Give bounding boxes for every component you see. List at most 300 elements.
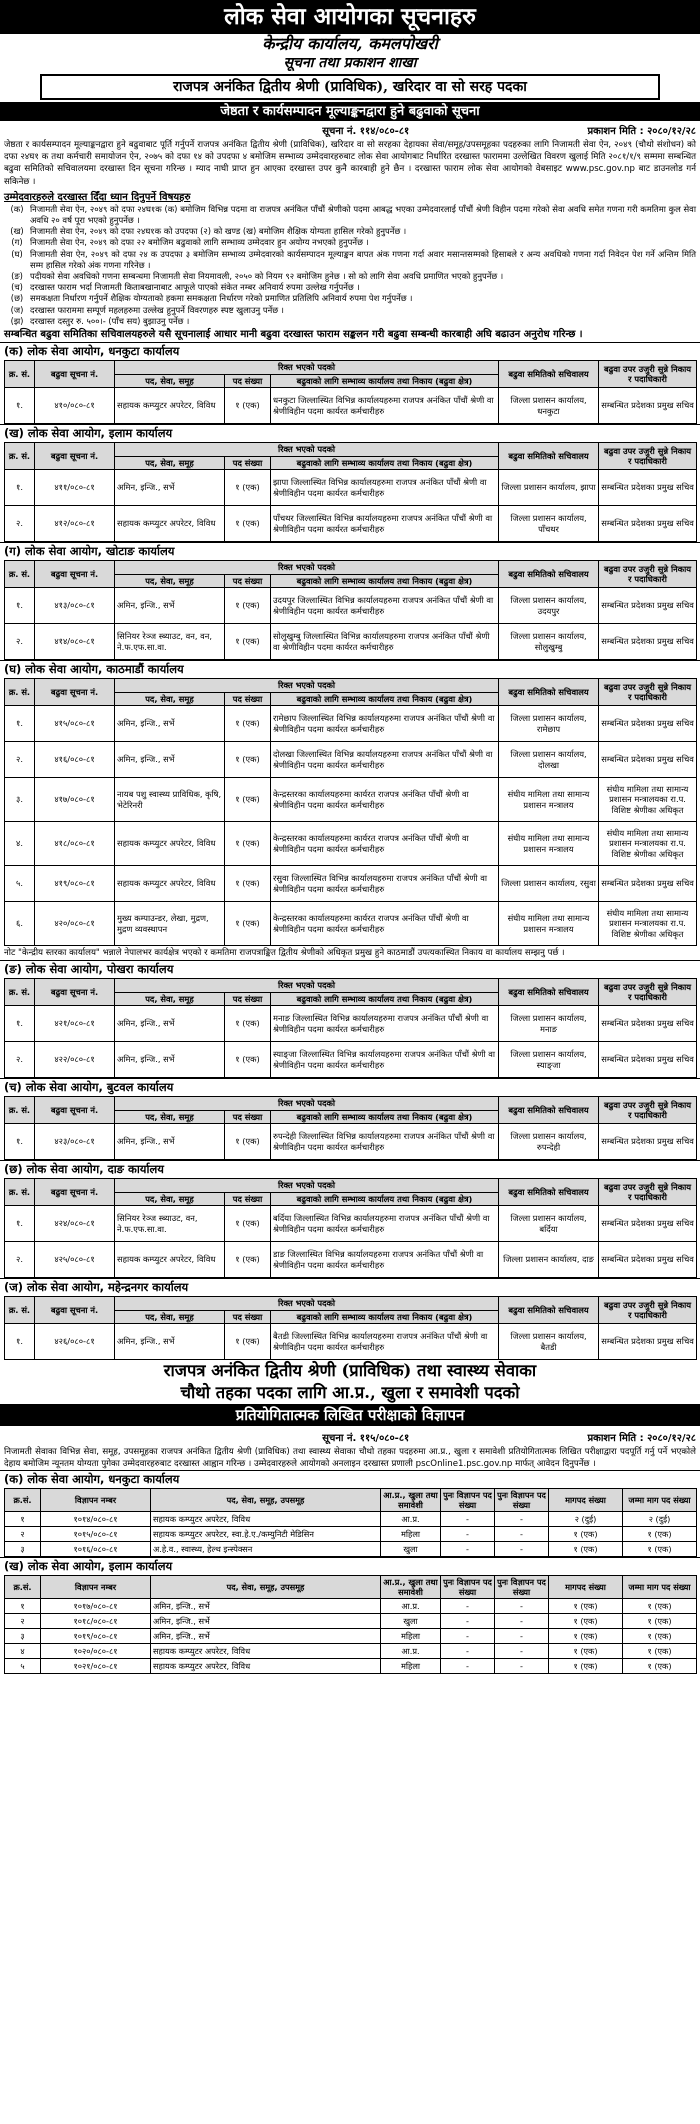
cell-area: धनकुटा जिल्लास्थित विभिन्न कार्यालयहरुमा राजपत्र अनंकित पाँचौं श्रेणी वा श्रेणीविहीन पदमा कार्यरत कर्मचारीहरु: [271, 388, 499, 424]
cell-post: अमिन, इन्जि., सर्भे: [115, 1324, 225, 1360]
note-key: (छ): [10, 293, 24, 304]
cell-secretariat: जिल्ला प्रशासन कार्यालय, रुपन्देही: [499, 1124, 599, 1160]
cell-sn: १.: [5, 1206, 35, 1242]
cell-post: अमिन, इन्जि., सर्भे: [115, 706, 225, 742]
table-row: [5, 470, 697, 506]
col-secretariat: बढुवा समितिको सचिवालय: [499, 1297, 599, 1324]
col-area: बढुवाको लागि सम्भाव्य कार्यालय तथा निकाय (बढुवा क्षेत्र): [271, 374, 499, 388]
cell-sn: ४.: [5, 822, 35, 866]
cell-area: रामेछाप जिल्लास्थित विभिन्न कार्यालयहरुमा राजपत्र अनंकित पाँचौं श्रेणी वा श्रेणीविहीन पदमा कार्यरत कर्मचारीहरु: [271, 706, 499, 742]
ad-cell-type: महिला: [381, 1659, 441, 1674]
ad-cell-post: अमिन, इन्जि., सर्भे: [151, 1599, 381, 1614]
table-row: [5, 822, 697, 866]
note-text: पदीयको सेवा अवधिको गणना सम्बन्धमा निजामती सेवा नियमावली, २०५० को नियम ९२ बमोजिम हुनेछ । सो को लागि सेवा अवधि प्रमाणित भएको हुनुपर्नेछ ।: [30, 271, 504, 282]
cell-post: सहायक कम्प्युटर अपरेटर, विविध: [115, 822, 225, 866]
note-item: [0, 293, 700, 304]
ad-cell-demand: २ (दुई): [549, 1512, 623, 1527]
note-text: समकक्षता निर्धारण गर्नुपर्ने शैक्षिक योग्यताको हकमा समकक्षता निर्धारण गरेको प्रमाणित प्रतिलिपि अनिवार्य रुपमा पेश गर्नुपर्नेछ ।: [30, 293, 413, 304]
col-count: पद संख्या: [225, 692, 271, 706]
col-post: पद, सेवा, समूह: [115, 1110, 225, 1124]
table-row: [5, 778, 697, 822]
cell-sn: १.: [5, 1324, 35, 1360]
ad-cell-total: १ (एक): [623, 1659, 697, 1674]
ad-cell-no: १०१७/०८०-८१: [41, 1599, 151, 1614]
cell-sn: १.: [5, 588, 35, 624]
cell-count: १ (एक): [225, 706, 271, 742]
col-notice-no: बढुवा सूचना नं.: [35, 679, 115, 706]
col-area: बढुवाको लागि सम्भाव्य कार्यालय तथा निकाय (बढुवा क्षेत्र): [271, 692, 499, 706]
col-post: पद, सेवा, समूह: [115, 374, 225, 388]
col-secretariat: बढुवा समितिको सचिवालय: [499, 561, 599, 588]
cell-sn: १.: [5, 706, 35, 742]
col-post: पद, सेवा, समूह: [115, 692, 225, 706]
cell-secretariat: जिल्ला प्रशासन कार्यालय, रामेछाप: [499, 706, 599, 742]
ad-section-title: (क) लोक सेवा आयोग, धनकुटा कार्यालय: [0, 1470, 700, 1488]
col-secretariat: बढुवा समितिको सचिवालय: [499, 361, 599, 388]
col-sn: क्र. सं.: [5, 979, 35, 1006]
ad-cell-prev2: -: [495, 1659, 549, 1674]
cell-notice-no: ४१८/०८०-८१: [35, 822, 115, 866]
cell-secretariat: जिल्ला प्रशासन कार्यालय, उदयपुर: [499, 588, 599, 624]
cell-sn: ३.: [5, 778, 35, 822]
ad-cell-sn: १: [5, 1512, 41, 1527]
note-text: दरखास्त फाराममा सम्पूर्ण महलहरुमा उल्लेख हुनुपर्ने विवरणहरु स्पष्ट खुलाउनु पर्नेछ ।: [30, 304, 284, 315]
cell-notice-no: ४२५/०८०-८१: [35, 1242, 115, 1278]
cell-authority: सम्बन्धित प्रदेशका प्रमुख सचिव: [599, 1042, 697, 1078]
promotion-table: [4, 1096, 697, 1160]
ad-cell-post: अमिन, इन्जि., सर्भे: [151, 1614, 381, 1629]
cell-notice-no: ४१०/०८०-८१: [35, 388, 115, 424]
ad-cell-type: आ.प्र.: [381, 1599, 441, 1614]
cell-sn: १.: [5, 1124, 35, 1160]
ad-col-prev: पुनः विज्ञापन पद संख्या: [441, 1576, 495, 1599]
cell-notice-no: ४२६/०८०-८१: [35, 1324, 115, 1360]
ad-col-total: जम्मा माग पद संख्या: [623, 1489, 697, 1512]
promotion-table: [4, 560, 697, 660]
cell-authority: सम्बन्धित प्रदेशका प्रमुख सचिव: [599, 1242, 697, 1278]
col-vacancy: रिक्त भएको पदको: [115, 1179, 499, 1193]
col-notice-no: बढुवा सूचना नं.: [35, 361, 115, 388]
ad-cell-type: महिला: [381, 1527, 441, 1542]
col-count: पद संख्या: [225, 574, 271, 588]
ad-col-type: आ.प्र., खुला तथा समावेशी: [381, 1576, 441, 1599]
cell-authority: सम्बन्धित प्रदेशका प्रमुख सचिव: [599, 742, 697, 778]
ad-col-sn: क्र.सं.: [5, 1489, 41, 1512]
cell-area: पाँचथर जिल्लास्थित विभिन्न कार्यालयहरुमा राजपत्र अनंकित पाँचौं श्रेणी वा श्रेणीविहीन पदमा कार्यरत कर्मचारीहरु: [271, 506, 499, 542]
cell-authority: संघीय मामिला तथा सामान्य प्रशासन मन्त्रालयका रा.प. विशिष्ट श्रेणीका अधिकृत: [599, 822, 697, 866]
table-row: [5, 1042, 697, 1078]
col-area: बढुवाको लागि सम्भाव्य कार्यालय तथा निकाय (बढुवा क्षेत्र): [271, 992, 499, 1006]
table-row: [5, 1206, 697, 1242]
ad-col-type: आ.प्र., खुला तथा समावेशी: [381, 1489, 441, 1512]
cell-area: केन्द्रस्तरका कार्यालयहरुमा कार्यरत राजपत्र अनंकित पाँचौं श्रेणी वा श्रेणीविहीन पदमा कार्यरत कर्मचारीहरु: [271, 902, 499, 946]
note-key: (ख): [10, 226, 24, 237]
cell-post: अमिन, इन्जि., सर्भे: [115, 470, 225, 506]
ad-col-prev2: पुनः विज्ञापन पद संख्या: [495, 1489, 549, 1512]
col-sn: क्र. सं.: [5, 443, 35, 470]
cell-secretariat: जिल्ला प्रशासन कार्यालय, रसुवा: [499, 866, 599, 902]
col-authority: बढुवा उपर उजुरी सुन्ने निकाय र पदाधिकारी: [599, 361, 697, 388]
cell-authority: सम्बन्धित प्रदेशका प्रमुख सचिव: [599, 388, 697, 424]
col-area: बढुवाको लागि सम्भाव्य कार्यालय तथा निकाय (बढुवा क्षेत्र): [271, 1110, 499, 1124]
section-title: (ग) लोक सेवा आयोग, खोटाङ कार्यालय: [0, 542, 700, 560]
notice2-date: प्रकाशन मिति : २०८०/१२/२८: [587, 1433, 696, 1445]
ad-cell-post: सहायक कम्प्युटर अपरेटर, विविध: [151, 1512, 381, 1527]
cell-area: केन्द्रस्तरका कार्यालयहरुमा कार्यरत राजपत्र अनंकित पाँचौं श्रेणी वा श्रेणीविहीन पदमा कार्यरत कर्मचारीहरु: [271, 822, 499, 866]
ad-col-demand: मागपद संख्या: [549, 1489, 623, 1512]
col-sn: क्र. सं.: [5, 361, 35, 388]
note-key: (क): [10, 203, 24, 214]
note-key: (झ): [10, 315, 24, 326]
cell-sn: २.: [5, 742, 35, 778]
ad-cell-total: १ (एक): [623, 1599, 697, 1614]
cell-count: १ (एक): [225, 1242, 271, 1278]
note-text: दरखास्त फाराम भर्दा निजामती किताबखानाबाट आफूले पाएको संकेत नम्बर अनिवार्य रुपमा उल्लेख गर्नुपर्नेछ ।: [30, 282, 360, 293]
promotion-table: [4, 1178, 697, 1278]
ad-table-row: [5, 1629, 697, 1644]
cell-secretariat: जिल्ला प्रशासन कार्यालय, दाङ: [499, 1242, 599, 1278]
col-sn: क्र. सं.: [5, 679, 35, 706]
col-count: पद संख्या: [225, 374, 271, 388]
ad-cell-demand: १ (एक): [549, 1542, 623, 1557]
cell-area: केन्द्रस्तरका कार्यालयहरुमा कार्यरत राजपत्र अनंकित पाँचौं श्रेणी वा श्रेणीविहीन पदमा कार्यरत कर्मचारीहरु: [271, 778, 499, 822]
col-area: बढुवाको लागि सम्भाव्य कार्यालय तथा निकाय (बढुवा क्षेत्र): [271, 574, 499, 588]
note-text: दरखास्त दस्तुर रु. ५००।- (पाँच सय) बुझाउनु पर्नेछ ।: [30, 315, 190, 326]
col-area: बढुवाको लागि सम्भाव्य कार्यालय तथा निकाय (बढुवा क्षेत्र): [271, 1192, 499, 1206]
kathmandu-note: नोट "केन्द्रीय स्तरका कार्यालय" भन्नाले नेपालभर कार्यक्षेत्र भएको र कमतिमा राजपत्राङ्कित द्वितीय श्रेणीको अधिकृत प्रमुख हुने काठमाडौं उपत्यकास्थित निकाय वा कार्यालय सम्झनु पर्छ ।: [4, 948, 565, 959]
note-key: (ग): [11, 237, 23, 248]
col-authority: बढुवा उपर उजुरी सुन्ने निकाय र पदाधिकारी: [599, 1179, 697, 1206]
table-row: [5, 388, 697, 424]
col-notice-no: बढुवा सूचना नं.: [35, 561, 115, 588]
note-item: [0, 226, 700, 237]
note-item: [0, 316, 700, 327]
cell-notice-no: ४१७/०८०-८१: [35, 778, 115, 822]
cell-authority: सम्बन्धित प्रदेशका प्रमुख सचिव: [599, 506, 697, 542]
cell-secretariat: जिल्ला प्रशासन कार्यालय, सोलुखुम्बु: [499, 624, 599, 660]
cell-post: नायब पशु स्वास्थ्य प्राविधिक, कृषि, भेटेरिनरी: [115, 778, 225, 822]
col-count: पद संख्या: [225, 1192, 271, 1206]
cell-post: अमिन, इन्जि., सर्भे: [115, 1042, 225, 1078]
section-title: (छ) लोक सेवा आयोग, दाङ कार्यालय: [0, 1160, 700, 1178]
cell-secretariat: जिल्ला प्रशासन कार्यालय, स्याङ्जा: [499, 1042, 599, 1078]
section-title: (च) लोक सेवा आयोग, बुटवल कार्यालय: [0, 1078, 700, 1096]
cell-count: १ (एक): [225, 1042, 271, 1078]
cell-notice-no: ४११/०८०-८१: [35, 470, 115, 506]
col-post: पद, सेवा, समूह: [115, 1192, 225, 1206]
subject-heading: राजपत्र अनंकित द्वितीय श्रेणी (प्राविधिक), खरिदार वा सो सरह पदका: [40, 74, 660, 100]
cell-post: सिनियर रेञ्ज स्ब्याउट, वन, वन, ने.फ.एफ.सा.वा.: [115, 624, 225, 660]
cell-area: डाङ जिल्लास्थित विभिन्न कार्यालयहरुमा राजपत्र अनंकित पाँचौं श्रेणी वा श्रेणीविहीन पदमा कार्यरत कर्मचारीहरु: [271, 1242, 499, 1278]
col-count: पद संख्या: [225, 456, 271, 470]
ad-cell-prev: -: [441, 1542, 495, 1557]
ad-col-post: पद, सेवा, समूह, उपसमूह: [151, 1576, 381, 1599]
col-notice-no: बढुवा सूचना नं.: [35, 1097, 115, 1124]
note-text: निजामती सेवा ऐन, २०४९ को दफा २४ क उपदफा ३ बमोजिम सम्भाव्य उम्मेदवारको कार्यसम्पादन मूल्याङ्कन बापत अंक गणना गर्दा अवार मसान्तसम्मको हिसाबले र अन्य अवधिको गणना गर्दा निवेदन पेश गर्ने अन्तिम मिति सम्म हासिल गरेको अंक गणना गरिनेछ ।: [30, 248, 696, 270]
cell-count: १ (एक): [225, 506, 271, 542]
col-secretariat: बढुवा समितिको सचिवालय: [499, 443, 599, 470]
cell-post: मुख्य कम्पाउन्डर, लेखा, मुद्रण, मुद्रण व्यवस्थापन: [115, 902, 225, 946]
cell-secretariat: संघीय मामिला तथा सामान्य प्रशासन मन्त्रालय: [499, 778, 599, 822]
ad-col-sn: क्र.सं.: [5, 1576, 41, 1599]
col-vacancy: रिक्त भएको पदको: [115, 1297, 499, 1311]
col-secretariat: बढुवा समितिको सचिवालय: [499, 1179, 599, 1206]
ad-table-row: [5, 1599, 697, 1614]
cell-post: अमिन, इन्जि., सर्भे: [115, 588, 225, 624]
ad-table-row: [5, 1527, 697, 1542]
col-sn: क्र. सं.: [5, 1179, 35, 1206]
ad-cell-sn: ३: [5, 1629, 41, 1644]
cell-count: १ (एक): [225, 470, 271, 506]
table-row: [5, 506, 697, 542]
cell-secretariat: जिल्ला प्रशासन कार्यालय, धनकुटा: [499, 388, 599, 424]
cell-notice-no: ४२२/०८०-८१: [35, 1042, 115, 1078]
cell-authority: संघीय मामिला तथा सामान्य प्रशासन मन्त्रालयका रा.प. विशिष्ट श्रेणीका अधिकृत: [599, 902, 697, 946]
cell-notice-no: ४२०/०८०-८१: [35, 902, 115, 946]
table-row: [5, 588, 697, 624]
ad-col-demand: मागपद संख्या: [549, 1576, 623, 1599]
cell-secretariat: संघीय मामिला तथा सामान्य प्रशासन मन्त्रालय: [499, 822, 599, 866]
note-item: [0, 271, 700, 282]
ad-cell-prev: -: [441, 1614, 495, 1629]
note-key: (ज): [10, 304, 24, 315]
ad-cell-prev2: -: [495, 1614, 549, 1629]
col-sn: क्र. सं.: [5, 1297, 35, 1324]
ad-cell-no: १०२०/०८०-८१: [41, 1644, 151, 1659]
cell-area: उदयपुर जिल्लास्थित विभिन्न कार्यालयहरुमा राजपत्र अनंकित पाँचौं श्रेणी वा श्रेणीविहीन पदमा कार्यरत कर्मचारीहरु: [271, 588, 499, 624]
ad-cell-demand: १ (एक): [549, 1527, 623, 1542]
ad-cell-post: अ.हे.व., स्वास्थ्य, हेल्थ इन्स्पेक्सन: [151, 1542, 381, 1557]
note-text: निजामती सेवा ऐन, २०४९ को दफा २२ बमोजिम बढुवाको लागि सम्भाव्य उम्मेदवार हुन अयोग्य नभएको हुनुपर्नेछ ।: [30, 237, 369, 248]
cell-post: सहायक कम्प्युटर अपरेटर, विविध: [115, 388, 225, 424]
cell-authority: सम्बन्धित प्रदेशका प्रमुख सचिव: [599, 1324, 697, 1360]
ad-table-row: [5, 1659, 697, 1674]
cell-authority: सम्बन्धित प्रदेशका प्रमुख सचिव: [599, 1124, 697, 1160]
ad-cell-demand: १ (एक): [549, 1659, 623, 1674]
col-authority: बढुवा उपर उजुरी सुन्ने निकाय र पदाधिकारी: [599, 1297, 697, 1324]
notice-subbar: जेष्ठता र कार्यसम्पादन मूल्याङ्कनद्वारा हुने बढुवाको सूचना: [0, 102, 700, 121]
table-row: [5, 624, 697, 660]
note-key: (ङ): [11, 271, 23, 282]
ad-cell-type: खुला: [381, 1542, 441, 1557]
ad-title-line2: चौथो तहका पदका लागि आ.प्र., खुला र समावेशी पदको: [180, 1383, 520, 1403]
ad-cell-demand: १ (एक): [549, 1614, 623, 1629]
cell-sn: २.: [5, 506, 35, 542]
cell-area: मनाङ जिल्लास्थित विभिन्न कार्यालयहरुमा राजपत्र अनंकित पाँचौं श्रेणी वा श्रेणीविहीन पदमा कार्यरत कर्मचारीहरु: [271, 1006, 499, 1042]
ad-cell-total: १ (एक): [623, 1629, 697, 1644]
cell-area: दोलखा जिल्लास्थित विभिन्न कार्यालयहरुमा राजपत्र अनंकित पाँचौं श्रेणी वा श्रेणीविहीन पदमा कार्यरत कर्मचारीहरु: [271, 742, 499, 778]
cell-secretariat: जिल्ला प्रशासन कार्यालय, झापा: [499, 470, 599, 506]
cell-secretariat: जिल्ला प्रशासन कार्यालय, बैतडी: [499, 1324, 599, 1360]
col-vacancy: रिक्त भएको पदको: [115, 679, 499, 693]
table-row: [5, 1006, 697, 1042]
col-authority: बढुवा उपर उजुरी सुन्ने निकाय र पदाधिकारी: [599, 1097, 697, 1124]
table-row: [5, 1324, 697, 1360]
promotion-table: [4, 442, 697, 542]
ad-cell-total: १ (एक): [623, 1542, 697, 1557]
cell-area: स्याङ्जा जिल्लास्थित विभिन्न कार्यालयहरुमा राजपत्र अनंकित पाँचौं श्रेणी वा श्रेणीविहीन पदमा कार्यरत कर्मचारीहरु: [271, 1042, 499, 1078]
col-sn: क्र. सं.: [5, 561, 35, 588]
col-area: बढुवाको लागि सम्भाव्य कार्यालय तथा निकाय (बढुवा क्षेत्र): [271, 1310, 499, 1324]
cell-notice-no: ४१५/०८०-८१: [35, 706, 115, 742]
promotion-table: [4, 1296, 697, 1360]
col-authority: बढुवा उपर उजुरी सुन्ने निकाय र पदाधिकारी: [599, 443, 697, 470]
ad-table-row: [5, 1512, 697, 1527]
notice2-number: सूचना नं. ११५/०८०-८१: [322, 1433, 410, 1445]
cell-sn: ६.: [5, 902, 35, 946]
cell-notice-no: ४१३/०८०-८१: [35, 588, 115, 624]
ad-cell-prev2: -: [495, 1644, 549, 1659]
cell-post: अमिन, इन्जि., सर्भे: [115, 742, 225, 778]
ad-cell-sn: ५: [5, 1659, 41, 1674]
cell-notice-no: ४१४/०८०-८१: [35, 624, 115, 660]
bold-note: सम्बन्धित बढुवा समितिका सचिवालयहरुले यसै सूचनालाई आधार मानी बढुवा दरखास्त फाराम सङ्कलन गरी बढुवा सम्बन्धी कारबाही अघि बढाउन अनुरोध गरिन्छ ।: [4, 329, 583, 341]
cell-secretariat: जिल्ला प्रशासन कार्यालय, मनाङ: [499, 1006, 599, 1042]
ad-cell-total: १ (एक): [623, 1527, 697, 1542]
col-post: पद, सेवा, समूह: [115, 992, 225, 1006]
cell-notice-no: ४२४/०८०-८१: [35, 1206, 115, 1242]
notice2-intro: निजामती सेवाका विभिन्न सेवा, समूह, उपसमूहका राजपत्र अनंकित द्वितीय श्रेणी (प्राविधिक) तथा स्वास्थ्य सेवाका चौथो तहका पदहरुमा आ.प्र., खुला र समावेशी प्रतियोगितात्मक लिखित परीक्षाद्वारा पदपूर्ति गर्नु पर्ने भएकोले देहाय बमोजिम न्यूनतम योग्यता पुगेका उम्मेदवारहरुबाट दरखास्त आह्वान गरिन्छ । उम्मेदवारहरुले आयोगको अनलाइन दरखास्त प्रणाली pscOnline1.psc.gov.np मार्फत् आवेदन दिनुपर्नेछ ।: [4, 1447, 696, 1470]
notice1-meta: [0, 121, 700, 139]
ad-cell-sn: १: [5, 1599, 41, 1614]
table-row: [5, 866, 697, 902]
ad-cell-demand: १ (एक): [549, 1599, 623, 1614]
cell-count: १ (एक): [225, 1324, 271, 1360]
col-vacancy: रिक्त भएको पदको: [115, 443, 499, 457]
ad-cell-prev: -: [441, 1644, 495, 1659]
ad-cell-prev: -: [441, 1512, 495, 1527]
col-vacancy: रिक्त भएको पदको: [115, 979, 499, 993]
cell-sn: १.: [5, 1006, 35, 1042]
cell-authority: सम्बन्धित प्रदेशका प्रमुख सचिव: [599, 624, 697, 660]
cell-count: १ (एक): [225, 778, 271, 822]
ad-section-title: (ख) लोक सेवा आयोग, इलाम कार्यालय: [0, 1557, 700, 1575]
cell-area: बैतडी जिल्लास्थित विभिन्न कार्यालयहरुमा राजपत्र अनंकित पाँचौं श्रेणी वा श्रेणीविहीन पदमा कार्यरत कर्मचारीहरु: [271, 1324, 499, 1360]
note-key: (घ): [11, 248, 23, 259]
cell-authority: सम्बन्धित प्रदेशका प्रमुख सचिव: [599, 866, 697, 902]
ad-table-row: [5, 1644, 697, 1659]
cell-count: १ (एक): [225, 624, 271, 660]
notice2-meta: [0, 1428, 700, 1446]
promotion-table: [4, 360, 697, 424]
ad-table-row: [5, 1614, 697, 1629]
notes-list: [0, 204, 700, 327]
cell-sn: २.: [5, 624, 35, 660]
ad-col-prev2: पुनः विज्ञापन पद संख्या: [495, 1576, 549, 1599]
cell-authority: सम्बन्धित प्रदेशका प्रमुख सचिव: [599, 588, 697, 624]
col-area: बढुवाको लागि सम्भाव्य कार्यालय तथा निकाय (बढुवा क्षेत्र): [271, 456, 499, 470]
note-text: निजामती सेवा ऐन, २०४९ को दफा २४घ१क को उपदफा (२) को खण्ड (ख) बमोजिम शैक्षिक योग्यता हासिल गरेको हुनुपर्नेछ ।: [30, 226, 407, 237]
col-secretariat: बढुवा समितिको सचिवालय: [499, 979, 599, 1006]
cell-post: सहायक कम्प्युटर अपरेटर, विविध: [115, 1242, 225, 1278]
table-row: [5, 706, 697, 742]
ad-cell-prev: -: [441, 1527, 495, 1542]
notice1-intro: जेष्ठता र कार्यसम्पादन मूल्याङ्कनद्वारा हुने बढुवाबाट पूर्ति गर्नुपर्ने राजपत्र अनंकित द्वितीय श्रेणी (प्राविधिक), खरिदार वा सो सरहका देहायका सेवा/समूह/उपसमूहका पदहरुका लागि निजामती सेवा ऐन, २०४९ (चौथो संशोधन) को दफा २४घ१ क तथा कर्मचारी समायोजन ऐन, २०७५ को दफा १४ को उपदफा ४ बमोजिम सम्भाव्य उम्मेदवारहरुबाट लोक सेवा आयोगबाट निर्धारित दरखास्त फाराममा उल्लेखित विवरण खुलाई मिति २०८१/१/९ सम्ममा सम्बन्धित बढुवा समितिको सचिवालयमा दरखास्त दिन सूचना गरिन्छ । म्याद नाघी प्राप्त हुन आएका दरखास्त उपर कुनै कारबाही हुने छैन । दरखास्त फाराम लोक सेवा आयोगको वेबसाइट www.psc.gov.np बाट डाउनलोड गर्न सकिनेछ ।: [4, 140, 696, 187]
ad-cell-prev2: -: [495, 1512, 549, 1527]
cell-authority: सम्बन्धित प्रदेशका प्रमुख सचिव: [599, 706, 697, 742]
ad-cell-prev: -: [441, 1629, 495, 1644]
ad-cell-post: सहायक कम्प्युटर अपरेटर, स्वा.हे.ए./कम्युनिटी मेडिसिन: [151, 1527, 381, 1542]
cell-post: सहायक कम्प्युटर अपरेटर, विविध: [115, 866, 225, 902]
ad-cell-prev2: -: [495, 1599, 549, 1614]
ad-bar: प्रतियोगितात्मक लिखित परीक्षाको विज्ञापन: [0, 1404, 700, 1426]
col-notice-no: बढुवा सूचना नं.: [35, 443, 115, 470]
col-vacancy: रिक्त भएको पदको: [115, 361, 499, 375]
cell-secretariat: जिल्ला प्रशासन कार्यालय, दोलखा: [499, 742, 599, 778]
ad-cell-type: आ.प्र.: [381, 1644, 441, 1659]
ad-cell-prev2: -: [495, 1629, 549, 1644]
cell-sn: २.: [5, 1242, 35, 1278]
ad-cell-no: १०१८/०८०-८१: [41, 1614, 151, 1629]
ad-cell-total: १ (एक): [623, 1614, 697, 1629]
col-post: पद, सेवा, समूह: [115, 456, 225, 470]
col-authority: बढुवा उपर उजुरी सुन्ने निकाय र पदाधिकारी: [599, 679, 697, 706]
cell-authority: सम्बन्धित प्रदेशका प्रमुख सचिव: [599, 1206, 697, 1242]
col-notice-no: बढुवा सूचना नं.: [35, 1179, 115, 1206]
ad-cell-type: खुला: [381, 1614, 441, 1629]
cell-secretariat: जिल्ला प्रशासन कार्यालय, बर्दिया: [499, 1206, 599, 1242]
note-key: (च): [11, 282, 23, 293]
ad-cell-total: २ (दुई): [623, 1512, 697, 1527]
cell-notice-no: ४१९/०८०-८१: [35, 866, 115, 902]
cell-count: १ (एक): [225, 866, 271, 902]
cell-count: १ (एक): [225, 1006, 271, 1042]
cell-authority: सम्बन्धित प्रदेशका प्रमुख सचिव: [599, 1006, 697, 1042]
col-count: पद संख्या: [225, 992, 271, 1006]
ad-cell-no: १०१५/०८०-८१: [41, 1527, 151, 1542]
notes-title: उम्मेदवारहरुले दरखास्त दिँदा ध्यान दिनुपर्ने विषयहरु: [4, 191, 191, 203]
cell-post: सिनियर रेञ्ज स्ब्याउट, वन, ने.फ.एफ.सा.वा.: [115, 1206, 225, 1242]
notice1-date: प्रकाशन मिति : २०८०/१२/२८: [587, 126, 696, 137]
section-title: (घ) लोक सेवा आयोग, काठमाडौं कार्यालय: [0, 660, 700, 678]
cell-count: १ (एक): [225, 902, 271, 946]
ad-table-row: [5, 1542, 697, 1557]
cell-count: १ (एक): [225, 588, 271, 624]
cell-area: रसुवा जिल्लास्थित विभिन्न कार्यालयहरुमा राजपत्र अनंकित पाँचौं श्रेणी वा श्रेणीविहीन पदमा कार्यरत कर्मचारीहरु: [271, 866, 499, 902]
ad-title-line1: राजपत्र अनंकित द्वितीय श्रेणी (प्राविधिक) तथा स्वास्थ्य सेवाका: [163, 1361, 537, 1381]
cell-notice-no: ४१६/०८०-८१: [35, 742, 115, 778]
ad-cell-post: सहायक कम्प्युटर अपरेटर, विविध: [151, 1644, 381, 1659]
cell-notice-no: ४२३/०८०-८१: [35, 1124, 115, 1160]
ad-cell-sn: २: [5, 1527, 41, 1542]
ad-col-no: विज्ञापन नम्बर: [41, 1576, 151, 1599]
col-notice-no: बढुवा सूचना नं.: [35, 979, 115, 1006]
ad-cell-prev2: -: [495, 1527, 549, 1542]
cell-count: १ (एक): [225, 1206, 271, 1242]
ad-table: [4, 1488, 697, 1557]
main-title: लोक सेवा आयोगका सूचनाहरु: [224, 3, 476, 30]
main-title-banner: [0, 0, 700, 34]
col-vacancy: रिक्त भएको पदको: [115, 1097, 499, 1111]
cell-count: १ (एक): [225, 388, 271, 424]
ad-col-prev: पुनः विज्ञापन पद संख्या: [441, 1489, 495, 1512]
table-row: [5, 1242, 697, 1278]
cell-sn: २.: [5, 1042, 35, 1078]
cell-area: बर्दिया जिल्लास्थित विभिन्न कार्यालयहरुमा राजपत्र अनंकित पाँचौं श्रेणी वा श्रेणीविहीन पदमा कार्यरत कर्मचारीहरु: [271, 1206, 499, 1242]
ad-cell-no: १०२१/०८०-८१: [41, 1659, 151, 1674]
cell-notice-no: ४२१/०८०-८१: [35, 1006, 115, 1042]
cell-secretariat: जिल्ला प्रशासन कार्यालय, पाँचथर: [499, 506, 599, 542]
col-secretariat: बढुवा समितिको सचिवालय: [499, 1097, 599, 1124]
branch-heading: सूचना तथा प्रकाशन शाखा: [283, 55, 417, 71]
cell-area: सोलुखुम्बु जिल्लास्थित विभिन्न कार्यालयहरुमा राजपत्र अनंकित पाँचौं श्रेणी वा श्रेणीविहीन पदमा कार्यरत कर्मचारीहरु: [271, 624, 499, 660]
cell-authority: संघीय मामिला तथा सामान्य प्रशासन मन्त्रालयका रा.प. विशिष्ट श्रेणीका अधिकृत: [599, 778, 697, 822]
section-title: (ङ) लोक सेवा आयोग, पोखरा कार्यालय: [0, 960, 700, 978]
ad-cell-sn: ४: [5, 1644, 41, 1659]
cell-post: अमिन, इन्जि., सर्भे: [115, 1006, 225, 1042]
office-heading: केन्द्रीय कार्यालय, कमलपोखरी: [262, 34, 438, 53]
ad-cell-post: अमिन, इन्जि., सर्भे: [151, 1629, 381, 1644]
